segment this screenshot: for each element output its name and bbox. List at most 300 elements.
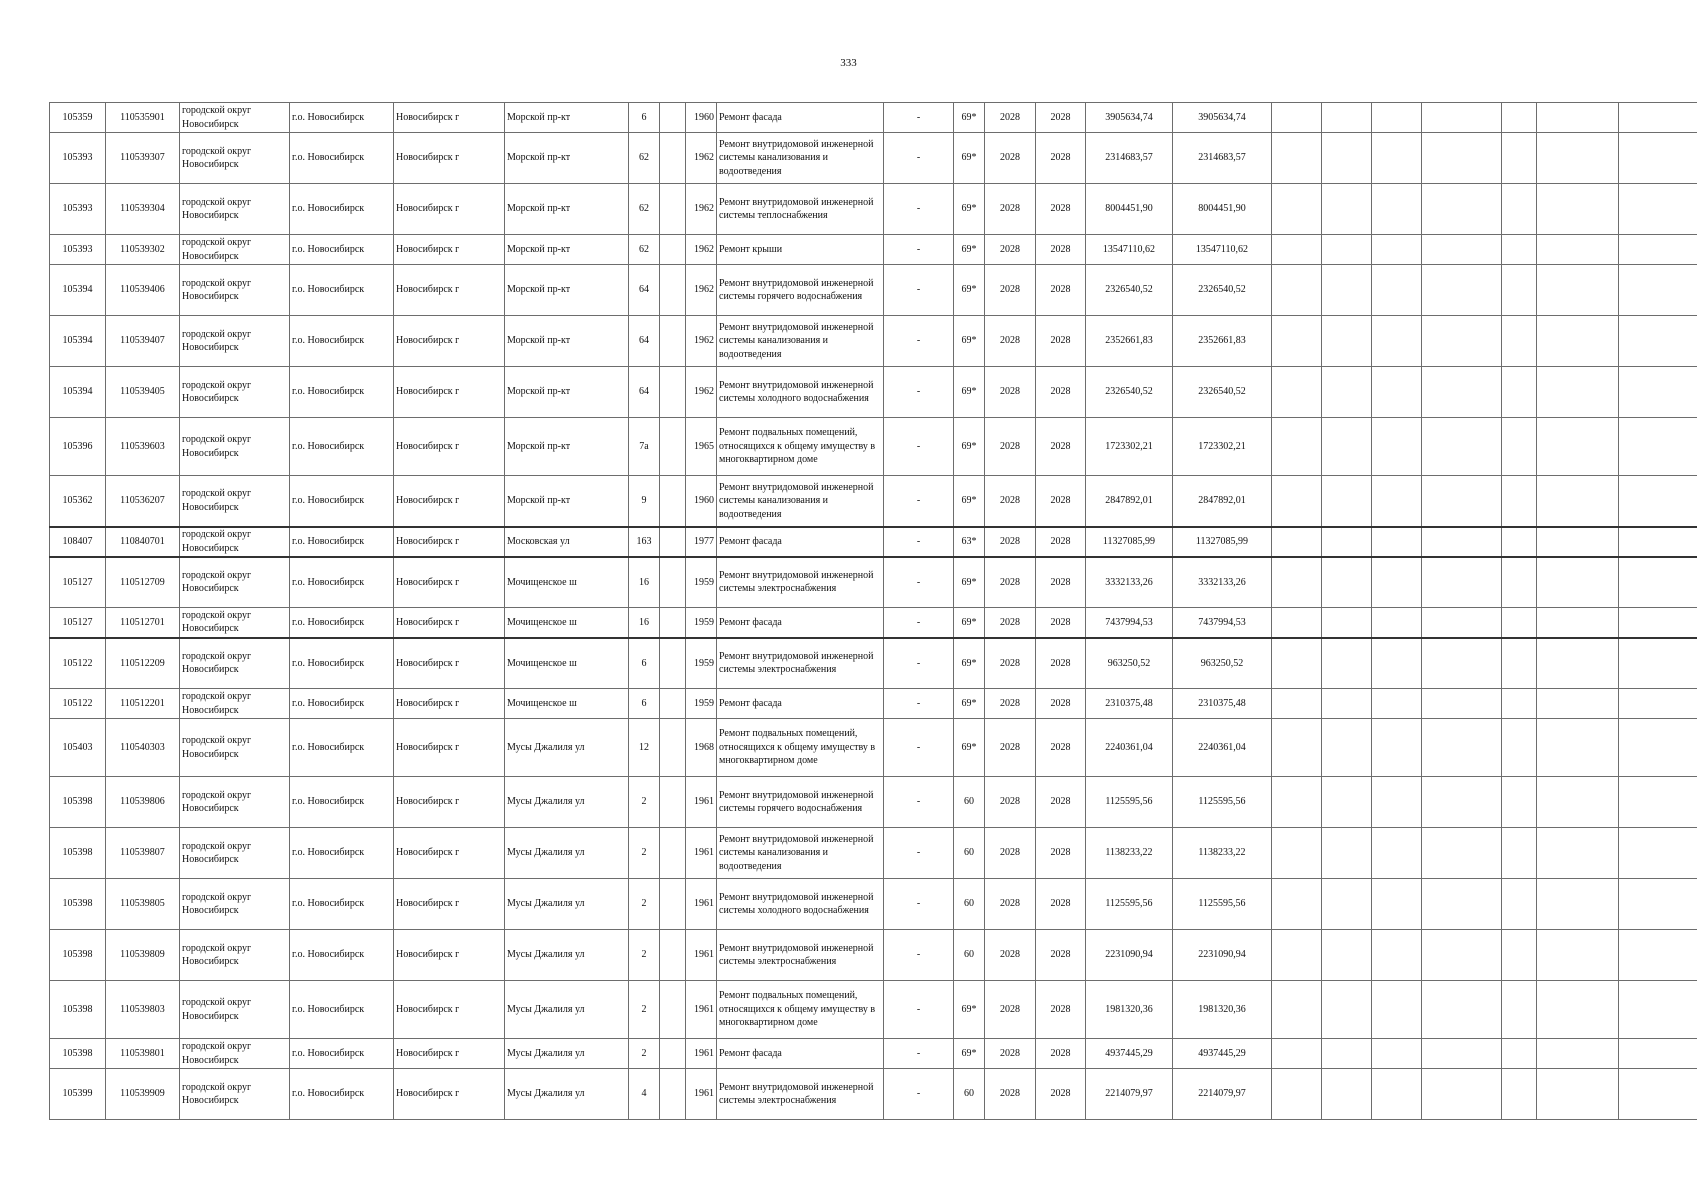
dash-cell: - [884,777,954,828]
municipality-cell: городской округ Новосибирск [180,557,290,608]
street-cell: Мусы Джалиля ул [505,777,629,828]
district-cell: г.о. Новосибирск [290,608,394,638]
locality-cell: Новосибирск г [394,719,505,777]
dash-cell: - [884,265,954,316]
empty-cell [1322,689,1372,719]
rate-cell: 69* [954,418,985,476]
district-cell: г.о. Новосибирск [290,879,394,930]
rate-cell: 69* [954,235,985,265]
table-row [50,184,1697,235]
empty-cell [1422,265,1502,316]
district-cell: г.о. Новосибирск [290,265,394,316]
total-cost-cell: 7437994,53 [1173,608,1272,638]
municipality-cell: городской округ Новосибирск [180,930,290,981]
total-cost-cell: 2326540,52 [1173,265,1272,316]
cost-cell: 1125595,56 [1086,777,1173,828]
house-id-cell: 105393 [50,184,106,235]
empty-cell [660,316,686,367]
year-end-cell: 2028 [1036,689,1086,719]
empty-cell [1272,828,1322,879]
empty-cell [1619,1039,1697,1069]
work-type-cell: Ремонт подвальных помещений, относящихся к общему имуществу в многоквартирном доме [717,418,884,476]
year-end-cell: 2028 [1036,828,1086,879]
municipality-cell: городской округ Новосибирск [180,316,290,367]
empty-cell [660,879,686,930]
empty-cell [1422,981,1502,1039]
work-type-cell: Ремонт внутридомовой инженерной системы канализования и водоотведения [717,133,884,184]
empty-cell [1537,527,1619,557]
table-row [50,689,1697,719]
house-number-cell: 62 [629,235,660,265]
empty-cell [1372,133,1422,184]
work-type-cell: Ремонт подвальных помещений, относящихся к общему имуществу в многоквартирном доме [717,981,884,1039]
district-cell: г.о. Новосибирск [290,527,394,557]
cost-cell: 2314683,57 [1086,133,1173,184]
total-cost-cell: 2214079,97 [1173,1069,1272,1120]
house-id-cell: 105398 [50,1039,106,1069]
year-start-cell: 2028 [985,608,1036,638]
empty-cell [1372,418,1422,476]
empty-cell [1619,608,1697,638]
locality-cell: Новосибирск г [394,689,505,719]
work-type-cell: Ремонт внутридомовой инженерной системы электроснабжения [717,1069,884,1120]
work-type-cell: Ремонт фасада [717,527,884,557]
cost-cell: 1125595,56 [1086,879,1173,930]
district-cell: г.о. Новосибирск [290,689,394,719]
empty-cell [660,828,686,879]
empty-cell [1619,418,1697,476]
dash-cell: - [884,719,954,777]
year-start-cell: 2028 [985,689,1036,719]
municipality-cell: городской округ Новосибирск [180,418,290,476]
empty-cell [1322,608,1372,638]
cost-cell: 2240361,04 [1086,719,1173,777]
locality-cell: Новосибирск г [394,608,505,638]
locality-cell: Новосибирск г [394,184,505,235]
empty-cell [1502,235,1537,265]
empty-cell [1322,981,1372,1039]
street-cell: Мусы Джалиля ул [505,879,629,930]
total-cost-cell: 2240361,04 [1173,719,1272,777]
work-id-cell: 110539909 [106,1069,180,1120]
dash-cell: - [884,1069,954,1120]
build-year-cell: 1959 [686,638,717,689]
build-year-cell: 1962 [686,316,717,367]
empty-cell [1537,930,1619,981]
house-id-cell: 105396 [50,418,106,476]
year-end-cell: 2028 [1036,557,1086,608]
empty-cell [1502,265,1537,316]
locality-cell: Новосибирск г [394,879,505,930]
rate-cell: 69* [954,133,985,184]
empty-cell [660,184,686,235]
cost-cell: 963250,52 [1086,638,1173,689]
table-row [50,316,1697,367]
cost-cell: 11327085,99 [1086,527,1173,557]
total-cost-cell: 2847892,01 [1173,476,1272,527]
empty-cell [1537,235,1619,265]
empty-cell [1272,930,1322,981]
empty-cell [1322,557,1372,608]
year-end-cell: 2028 [1036,638,1086,689]
year-end-cell: 2028 [1036,103,1086,133]
empty-cell [1272,1069,1322,1120]
empty-cell [1537,184,1619,235]
rate-cell: 69* [954,638,985,689]
cost-cell: 8004451,90 [1086,184,1173,235]
locality-cell: Новосибирск г [394,557,505,608]
empty-cell [660,133,686,184]
rate-cell: 69* [954,557,985,608]
year-end-cell: 2028 [1036,1069,1086,1120]
work-id-cell: 110539807 [106,828,180,879]
empty-cell [1537,316,1619,367]
rate-cell: 60 [954,930,985,981]
empty-cell [1422,418,1502,476]
empty-cell [660,689,686,719]
table-row [50,476,1697,527]
empty-cell [1502,184,1537,235]
year-start-cell: 2028 [985,367,1036,418]
empty-cell [1322,828,1372,879]
district-cell: г.о. Новосибирск [290,235,394,265]
empty-cell [1322,418,1372,476]
municipality-cell: городской округ Новосибирск [180,103,290,133]
work-id-cell: 110539806 [106,777,180,828]
year-start-cell: 2028 [985,184,1036,235]
year-end-cell: 2028 [1036,879,1086,930]
empty-cell [1537,557,1619,608]
house-number-cell: 9 [629,476,660,527]
empty-cell [1619,265,1697,316]
year-end-cell: 2028 [1036,777,1086,828]
empty-cell [1372,777,1422,828]
empty-cell [660,235,686,265]
work-id-cell: 110512209 [106,638,180,689]
empty-cell [1372,235,1422,265]
house-id-cell: 108407 [50,527,106,557]
work-type-cell: Ремонт внутридомовой инженерной системы горячего водоснабжения [717,777,884,828]
street-cell: Мочищенское ш [505,638,629,689]
empty-cell [1372,828,1422,879]
cost-cell: 2326540,52 [1086,265,1173,316]
house-number-cell: 64 [629,367,660,418]
rate-cell: 69* [954,719,985,777]
dash-cell: - [884,981,954,1039]
street-cell: Мусы Джалиля ул [505,930,629,981]
locality-cell: Новосибирск г [394,133,505,184]
empty-cell [1422,930,1502,981]
empty-cell [1537,828,1619,879]
empty-cell [1322,316,1372,367]
cost-cell: 4937445,29 [1086,1039,1173,1069]
work-type-cell: Ремонт фасада [717,608,884,638]
empty-cell [1537,265,1619,316]
empty-cell [660,557,686,608]
work-type-cell: Ремонт внутридомовой инженерной системы канализования и водоотведения [717,316,884,367]
empty-cell [1272,316,1322,367]
empty-cell [1272,184,1322,235]
locality-cell: Новосибирск г [394,828,505,879]
year-start-cell: 2028 [985,777,1036,828]
dash-cell: - [884,689,954,719]
dash-cell: - [884,476,954,527]
year-start-cell: 2028 [985,719,1036,777]
empty-cell [1322,235,1372,265]
empty-cell [1422,367,1502,418]
empty-cell [1372,719,1422,777]
table-row [50,638,1697,689]
empty-cell [1502,638,1537,689]
year-end-cell: 2028 [1036,265,1086,316]
cost-cell: 1723302,21 [1086,418,1173,476]
empty-cell [1537,133,1619,184]
house-id-cell: 105394 [50,265,106,316]
house-id-cell: 105394 [50,367,106,418]
house-id-cell: 105398 [50,930,106,981]
empty-cell [1372,557,1422,608]
empty-cell [1422,1039,1502,1069]
district-cell: г.о. Новосибирск [290,981,394,1039]
house-id-cell: 105359 [50,103,106,133]
empty-cell [1537,103,1619,133]
district-cell: г.о. Новосибирск [290,1069,394,1120]
total-cost-cell: 11327085,99 [1173,527,1272,557]
house-id-cell: 105398 [50,879,106,930]
district-cell: г.о. Новосибирск [290,638,394,689]
house-id-cell: 105393 [50,235,106,265]
total-cost-cell: 1125595,56 [1173,777,1272,828]
work-type-cell: Ремонт внутридомовой инженерной системы холодного водоснабжения [717,367,884,418]
total-cost-cell: 1125595,56 [1173,879,1272,930]
empty-cell [1322,184,1372,235]
house-number-cell: 64 [629,316,660,367]
rate-cell: 60 [954,1069,985,1120]
cost-cell: 1138233,22 [1086,828,1173,879]
build-year-cell: 1962 [686,367,717,418]
year-start-cell: 2028 [985,638,1036,689]
empty-cell [1422,103,1502,133]
table-row [50,235,1697,265]
house-number-cell: 7а [629,418,660,476]
table-row [50,527,1697,557]
empty-cell [1502,316,1537,367]
municipality-cell: городской округ Новосибирск [180,184,290,235]
locality-cell: Новосибирск г [394,527,505,557]
year-start-cell: 2028 [985,1039,1036,1069]
empty-cell [1422,828,1502,879]
street-cell: Мочищенское ш [505,608,629,638]
empty-cell [1537,476,1619,527]
empty-cell [660,367,686,418]
municipality-cell: городской округ Новосибирск [180,235,290,265]
empty-cell [1322,1069,1372,1120]
build-year-cell: 1960 [686,476,717,527]
empty-cell [1619,103,1697,133]
empty-cell [1619,316,1697,367]
work-type-cell: Ремонт внутридомовой инженерной системы канализования и водоотведения [717,828,884,879]
district-cell: г.о. Новосибирск [290,719,394,777]
locality-cell: Новосибирск г [394,265,505,316]
district-cell: г.о. Новосибирск [290,418,394,476]
work-type-cell: Ремонт внутридомовой инженерной системы холодного водоснабжения [717,879,884,930]
total-cost-cell: 2326540,52 [1173,367,1272,418]
empty-cell [1372,265,1422,316]
build-year-cell: 1959 [686,689,717,719]
empty-cell [1537,1039,1619,1069]
district-cell: г.о. Новосибирск [290,777,394,828]
empty-cell [1502,1039,1537,1069]
house-id-cell: 105399 [50,1069,106,1120]
locality-cell: Новосибирск г [394,418,505,476]
empty-cell [1502,103,1537,133]
cost-cell: 13547110,62 [1086,235,1173,265]
empty-cell [1502,1069,1537,1120]
table-row [50,367,1697,418]
locality-cell: Новосибирск г [394,367,505,418]
work-id-cell: 110512701 [106,608,180,638]
municipality-cell: городской округ Новосибирск [180,476,290,527]
rate-cell: 69* [954,689,985,719]
dash-cell: - [884,1039,954,1069]
empty-cell [1372,1039,1422,1069]
dash-cell: - [884,184,954,235]
empty-cell [1272,557,1322,608]
table-row [50,777,1697,828]
empty-cell [1272,367,1322,418]
empty-cell [660,981,686,1039]
empty-cell [1619,184,1697,235]
year-end-cell: 2028 [1036,608,1086,638]
table-row [50,1039,1697,1069]
table-row [50,418,1697,476]
street-cell: Морской пр-кт [505,103,629,133]
empty-cell [1619,719,1697,777]
empty-cell [1537,777,1619,828]
total-cost-cell: 4937445,29 [1173,1039,1272,1069]
empty-cell [1502,879,1537,930]
empty-cell [1619,1069,1697,1120]
empty-cell [1322,719,1372,777]
empty-cell [1422,184,1502,235]
municipality-cell: городской округ Новосибирск [180,777,290,828]
build-year-cell: 1962 [686,265,717,316]
empty-cell [1372,981,1422,1039]
rate-cell: 69* [954,103,985,133]
empty-cell [1272,265,1322,316]
empty-cell [1422,316,1502,367]
work-type-cell: Ремонт фасада [717,103,884,133]
municipality-cell: городской округ Новосибирск [180,1069,290,1120]
build-year-cell: 1961 [686,1039,717,1069]
total-cost-cell: 1723302,21 [1173,418,1272,476]
year-start-cell: 2028 [985,133,1036,184]
municipality-cell: городской округ Новосибирск [180,719,290,777]
empty-cell [1322,133,1372,184]
empty-cell [1272,879,1322,930]
empty-cell [1619,879,1697,930]
empty-cell [1272,476,1322,527]
empty-cell [1537,719,1619,777]
house-id-cell: 105127 [50,608,106,638]
street-cell: Морской пр-кт [505,367,629,418]
street-cell: Морской пр-кт [505,418,629,476]
district-cell: г.о. Новосибирск [290,828,394,879]
street-cell: Мочищенское ш [505,689,629,719]
empty-cell [1422,879,1502,930]
rate-cell: 69* [954,476,985,527]
year-end-cell: 2028 [1036,1039,1086,1069]
empty-cell [1502,367,1537,418]
empty-cell [1537,638,1619,689]
empty-cell [1422,1069,1502,1120]
empty-cell [1502,476,1537,527]
table-row [50,930,1697,981]
capital-repair-table [49,102,1697,1120]
build-year-cell: 1959 [686,608,717,638]
work-id-cell: 110539803 [106,981,180,1039]
year-start-cell: 2028 [985,930,1036,981]
locality-cell: Новосибирск г [394,1039,505,1069]
empty-cell [660,608,686,638]
work-type-cell: Ремонт подвальных помещений, относящихся к общему имуществу в многоквартирном доме [717,719,884,777]
total-cost-cell: 2231090,94 [1173,930,1272,981]
locality-cell: Новосибирск г [394,930,505,981]
house-number-cell: 64 [629,265,660,316]
cost-cell: 1981320,36 [1086,981,1173,1039]
district-cell: г.о. Новосибирск [290,930,394,981]
street-cell: Морской пр-кт [505,265,629,316]
year-start-cell: 2028 [985,235,1036,265]
rate-cell: 60 [954,828,985,879]
municipality-cell: городской округ Новосибирск [180,828,290,879]
work-id-cell: 110512709 [106,557,180,608]
cost-cell: 3905634,74 [1086,103,1173,133]
cost-cell: 2326540,52 [1086,367,1173,418]
rate-cell: 69* [954,608,985,638]
year-start-cell: 2028 [985,527,1036,557]
house-id-cell: 105398 [50,828,106,879]
empty-cell [660,777,686,828]
empty-cell [660,1039,686,1069]
empty-cell [1322,265,1372,316]
cost-cell: 2231090,94 [1086,930,1173,981]
street-cell: Морской пр-кт [505,316,629,367]
dash-cell: - [884,930,954,981]
empty-cell [1537,981,1619,1039]
house-number-cell: 62 [629,184,660,235]
empty-cell [1422,638,1502,689]
empty-cell [1372,689,1422,719]
table-row [50,103,1697,133]
empty-cell [1502,777,1537,828]
empty-cell [1422,689,1502,719]
work-id-cell: 110539805 [106,879,180,930]
total-cost-cell: 1981320,36 [1173,981,1272,1039]
total-cost-cell: 1138233,22 [1173,828,1272,879]
empty-cell [1502,689,1537,719]
cost-cell: 3332133,26 [1086,557,1173,608]
dash-cell: - [884,133,954,184]
empty-cell [1372,103,1422,133]
empty-cell [1372,527,1422,557]
house-id-cell: 105127 [50,557,106,608]
rate-cell: 69* [954,1039,985,1069]
work-type-cell: Ремонт внутридомовой инженерной системы теплоснабжения [717,184,884,235]
year-start-cell: 2028 [985,265,1036,316]
work-type-cell: Ремонт внутридомовой инженерной системы канализования и водоотведения [717,476,884,527]
street-cell: Мусы Джалиля ул [505,828,629,879]
